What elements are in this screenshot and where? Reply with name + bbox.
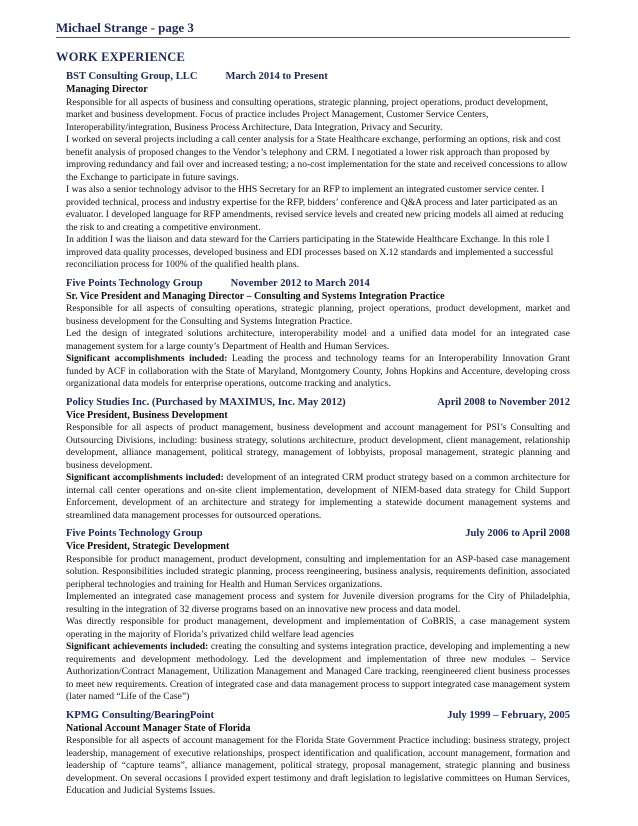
job-entry: [66, 396, 570, 523]
job-paragraph: Led the design of integrated solutions architecture, interoperability model and a unified data model for an integrated case management system for a large county’s Department of Health and Human Services.: [66, 328, 570, 352]
job-header: [66, 709, 570, 723]
job-paragraph: Responsible for all aspects of consulting operations, strategic planning, project operations, product development, market and business development for the Consulting and Systems Integration Practice.: [66, 303, 570, 327]
job-paragraph: Responsible for product management, product development, consulting and implementation for an ASP-based case management solution. Responsibilities included strategic planning, process reengineering, business analysis, requirements definition, associated peripheral technologies and training for Health and Human Services organizations.: [66, 553, 570, 590]
section-title: WORK EXPERIENCE: [56, 50, 186, 64]
page-header: Michael Strange - page 3: [56, 20, 570, 38]
job-dates: November 2012 to March 2014: [230, 277, 370, 289]
job-dates: March 2014 to Present: [225, 71, 328, 82]
job-paragraph: Responsible for all aspects of product management, business development and account management for PSI’s Consulting and Outsourcing Divisions, including: business strategy, solutions architecture, product development, client management, relationship development, alliance management, political strategy, management of lobbyists, proposal management, strategic planning and business development.: [66, 422, 570, 471]
job-paragraph: I was also a senior technology advisor to the HHS Secretary for an RFP to implement an integrated customer service center. I provided technical, process and industry expertise for the RFP, bidders’ conference and Q&A process and later participated as an evaluator. I developed language for RFP amendments, revised service levels and created new pricing models all aimed at reducing the risk to and creating a competitive environment.: [66, 184, 564, 233]
job-dates: April 2008 to November 2012: [437, 396, 570, 408]
accomplishments-text: Leading the process and technology teams for an Interoperability Innovation Grant funded by ACF in collaboration with the State of Maryland, Montgomery County, Johns Hopkins and Accenture, developing cross organizational data models for enterprise operations, outcome tracking and analytics.: [66, 353, 570, 389]
job-entry: [66, 70, 570, 272]
job-entry: [66, 527, 570, 704]
accomplishments-text: creating the consulting and systems integration practice, developing and implementing a new requirements and development methodology. Led the development and implementation of three new modules – Service Authorization/Contract Management, Utilization Management and Managed Care tracking, reengineered client business processes to meet new requirements. Creation of integrated case and data management process to support integrated case management system (later named “Life of the Case”): [66, 641, 570, 702]
job-paragraph: Responsible for all aspects of business and consulting operations, strategic planning, project operations, product development, market and business development. Focus of practice includes Project Management, Customer Service Centers, Interoperability/integration, Business Process Architecture, Data Integration, Privacy and Security.: [66, 96, 549, 133]
resume-page: [56, 20, 570, 798]
job-header: [66, 70, 570, 84]
job-paragraph: Responsible for all aspects of account management for the Florida State Government Practice including: business strategy, project leadership, management of executive relationships, prospect identification and qualification, account management, formation and leadership of “capture teams”, alliance management, political strategy, proposal management, strategic planning and business development. On several occasions I provided expert testimony and draft legislation to legislative committees on Human Services, Education and Judicial Systems Issues.: [66, 735, 570, 796]
accomplishments-text: development of an integrated CRM product strategy based on a common architecture for internal call center operations and on-site client implementation, development of NIEM-based data strategy for Child Support Enforcement, development of an architecture and strategy for implementing a statewide document management systems and streamlined data management processes for outsourced operations.: [66, 472, 570, 521]
job-role: National Account Manager State of Florida: [66, 722, 251, 734]
job-paragraph: In addition I was the liaison and data steward for the Carriers participating in the Statewide Healthcare Exchange. In this role I improved data quality processes, developed business and EDI processes based on X.12 standards and implemented a successful reconciliation process for 100% of the qualified health plans.: [66, 234, 554, 270]
job-header: [66, 527, 570, 541]
accomplishments-label: Significant accomplishments included:: [66, 353, 228, 364]
job-accomplishments: [66, 641, 570, 704]
job-role: Sr. Vice President and Managing Director – Consulting and Systems Integration Practice: [66, 290, 445, 302]
accomplishments-label: Significant achievements included:: [66, 641, 209, 652]
job-paragraph: Was directly responsible for product management, development and implementation of CoBRIS, a case management system operating in the majority of Florida’s privatized child welfare lead agencies: [66, 616, 570, 640]
job-accomplishments: [66, 353, 570, 391]
job-accomplishments: [66, 472, 570, 522]
job-entry: [66, 277, 570, 391]
job-paragraph: Implemented an integrated case management process and system for Juvenile diversion programs for the City of Philadelphia, resulting in the integration of 32 diverse programs based on an innovative new process and data model.: [66, 591, 570, 615]
company-name: BST Consulting Group, LLC: [66, 71, 198, 82]
job-dates: July 2006 to April 2008: [465, 528, 570, 539]
job-role: Vice President, Strategic Development: [66, 541, 230, 552]
job-role: Vice President, Business Development: [66, 409, 228, 421]
job-paragraph: I worked on several projects including a call center analysis for a State Healthcare exchange, performing an options, risk and cost benefit analysis of proposed changes to the Vendor’s telephony and CRM. I negotiated a lower risk approach than proposed by improving redundancy and fail over and increased testing; a no-cost implementation for the state and received concessions to allow the Exchange to participate in future savings.: [66, 134, 568, 183]
company-name: KPMG Consulting/BearingPoint: [66, 709, 215, 721]
accomplishments-label: Significant accomplishments included:: [66, 472, 224, 483]
company-name: Five Points Technology Group: [66, 528, 203, 539]
job-role: Managing Director: [66, 84, 148, 95]
job-entry: [66, 709, 570, 798]
job-header: [66, 396, 570, 410]
job-header: [66, 277, 570, 291]
company-name: Policy Studies Inc. (Purchased by MAXIMUS, Inc. May 2012): [66, 396, 346, 408]
company-name: Five Points Technology Group: [66, 277, 203, 289]
job-dates: July 1999 – February, 2005: [447, 709, 570, 721]
